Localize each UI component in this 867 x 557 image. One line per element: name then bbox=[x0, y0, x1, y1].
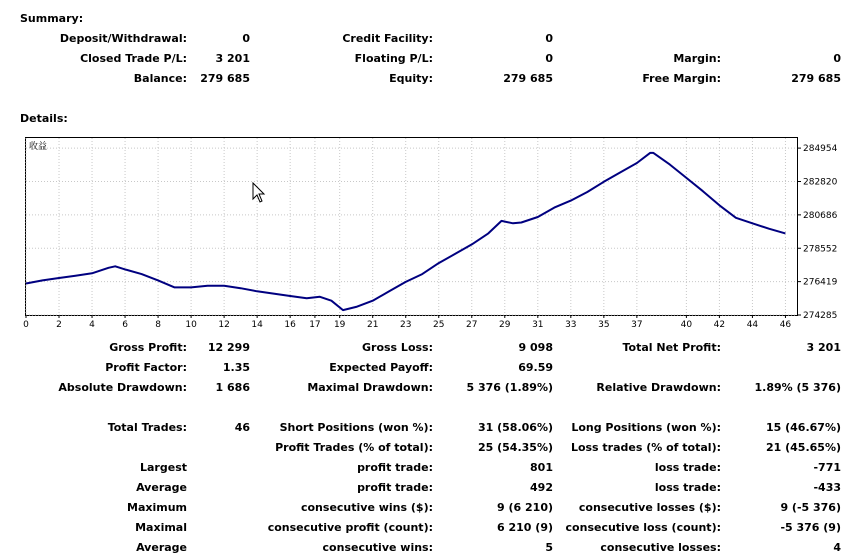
maximal-drawdown-value: 5 376 (1.89%) bbox=[466, 381, 553, 394]
x-tick-label: 42 bbox=[713, 320, 726, 330]
average-profit-value: 492 bbox=[530, 481, 553, 494]
expected-payoff-value: 69.59 bbox=[518, 361, 553, 374]
average-loss-value: -433 bbox=[813, 481, 841, 494]
chart-svg bbox=[23, 138, 866, 338]
gross-profit-label: Gross Profit: bbox=[109, 341, 187, 354]
absolute-drawdown-value: 1 686 bbox=[215, 381, 250, 394]
max-consecutive-losses-label: consecutive losses ($): bbox=[578, 501, 721, 514]
avg-consecutive-wins-value: 5 bbox=[545, 541, 553, 554]
balance-chart bbox=[23, 137, 838, 330]
x-tick-label: 37 bbox=[631, 320, 643, 330]
max-consecutive-wins-value: 9 (6 210) bbox=[497, 501, 553, 514]
x-tick-label: 21 bbox=[366, 320, 379, 330]
largest-loss-label: loss trade: bbox=[654, 461, 721, 474]
x-tick-label: 12 bbox=[218, 320, 230, 330]
closed-pl-label: Closed Trade P/L: bbox=[80, 52, 187, 65]
x-tick-label: 19 bbox=[333, 320, 346, 330]
net-profit-value: 3 201 bbox=[806, 341, 841, 354]
chart-grid bbox=[26, 138, 797, 315]
long-positions-value: 15 (46.67%) bbox=[765, 421, 841, 434]
closed-pl-value: 3 201 bbox=[215, 52, 250, 65]
relative-drawdown-label: Relative Drawdown: bbox=[596, 381, 721, 394]
summary-title: Summary: bbox=[20, 12, 84, 25]
x-tick-label: 2 bbox=[56, 320, 62, 330]
x-tick-label: 40 bbox=[680, 320, 693, 330]
maximal-label: Maximal bbox=[135, 521, 187, 534]
largest-loss-value: -771 bbox=[813, 461, 841, 474]
deposit-value: 0 bbox=[242, 32, 250, 45]
free-margin-value: 279 685 bbox=[791, 72, 841, 85]
x-tick-label: 31 bbox=[532, 320, 544, 330]
equity-label: Equity: bbox=[389, 72, 433, 85]
y-tick-label: 284954 bbox=[803, 144, 838, 155]
equity-value: 279 685 bbox=[503, 72, 553, 85]
maximal-drawdown-label: Maximal Drawdown: bbox=[307, 381, 433, 394]
deposit-label: Deposit/Withdrawal: bbox=[59, 32, 187, 45]
profit-factor-label: Profit Factor: bbox=[105, 361, 187, 374]
y-tick-label: 276419 bbox=[803, 277, 838, 288]
x-tick-label: 0 bbox=[23, 320, 29, 330]
x-tick-label: 35 bbox=[598, 320, 610, 330]
x-tick-label: 10 bbox=[185, 320, 197, 330]
total-trades-label: Total Trades: bbox=[107, 421, 187, 434]
expected-payoff-label: Expected Payoff: bbox=[329, 361, 433, 374]
balance-value: 279 685 bbox=[200, 72, 250, 85]
gross-profit-value: 12 299 bbox=[207, 341, 250, 354]
y-tick-label: 282820 bbox=[803, 177, 838, 188]
average-loss-label: loss trade: bbox=[654, 481, 721, 494]
credit-value: 0 bbox=[545, 32, 553, 45]
mouse-cursor-icon bbox=[252, 182, 266, 204]
net-profit-label: Total Net Profit: bbox=[622, 341, 721, 354]
short-positions-label: Short Positions (won %): bbox=[279, 421, 433, 434]
maximum-label: Maximum bbox=[127, 501, 187, 514]
credit-label: Credit Facility: bbox=[342, 32, 433, 45]
relative-drawdown-value: 1.89% (5 376) bbox=[754, 381, 841, 394]
chart-corner-label: 收益 bbox=[29, 142, 48, 152]
floating-pl-label: Floating P/L: bbox=[354, 52, 433, 65]
y-tick-label: 274285 bbox=[803, 311, 838, 321]
x-tick-label: 14 bbox=[251, 320, 263, 330]
loss-trades-label: Loss trades (% of total): bbox=[570, 441, 721, 454]
floating-pl-value: 0 bbox=[545, 52, 553, 65]
x-tick-label: 23 bbox=[399, 320, 412, 330]
average-label: Average bbox=[136, 481, 187, 494]
loss-trades-value: 21 (45.65%) bbox=[765, 441, 841, 454]
free-margin-label: Free Margin: bbox=[642, 72, 721, 85]
absolute-drawdown-label: Absolute Drawdown: bbox=[58, 381, 187, 394]
x-tick-label: 4 bbox=[89, 320, 95, 330]
gross-loss-label: Gross Loss: bbox=[362, 341, 433, 354]
y-tick-label: 278552 bbox=[803, 244, 838, 255]
max-consecutive-wins-label: consecutive wins ($): bbox=[300, 501, 433, 514]
profit-factor-value: 1.35 bbox=[222, 361, 250, 374]
average-consecutive-label: Average bbox=[136, 541, 187, 554]
margin-value: 0 bbox=[833, 52, 841, 65]
maximal-consecutive-loss-label: consecutive loss (count): bbox=[565, 521, 721, 534]
balance-label: Balance: bbox=[133, 72, 187, 85]
max-consecutive-losses-value: 9 (-5 376) bbox=[780, 501, 841, 514]
profit-trades-label: Profit Trades (% of total): bbox=[275, 441, 433, 454]
details-title: Details: bbox=[20, 112, 68, 125]
largest-profit-value: 801 bbox=[530, 461, 553, 474]
x-tick-label: 29 bbox=[499, 320, 511, 330]
x-tick-label: 33 bbox=[565, 320, 577, 330]
total-trades-value: 46 bbox=[234, 421, 250, 434]
avg-consecutive-losses-label: consecutive losses: bbox=[600, 541, 721, 554]
y-tick-label: 280686 bbox=[803, 210, 838, 221]
x-tick-label: 8 bbox=[155, 320, 161, 330]
x-tick-label: 16 bbox=[284, 320, 296, 330]
avg-consecutive-losses-value: 4 bbox=[833, 541, 841, 554]
short-positions-value: 31 (58.06%) bbox=[477, 421, 553, 434]
x-tick-label: 46 bbox=[779, 320, 792, 330]
y-tick-labels bbox=[797, 144, 838, 321]
maximal-consecutive-profit-label: consecutive profit (count): bbox=[267, 521, 433, 534]
x-tick-label: 6 bbox=[122, 320, 128, 330]
x-tick-label: 27 bbox=[466, 320, 478, 330]
largest-label: Largest bbox=[140, 461, 187, 474]
largest-profit-label: profit trade: bbox=[357, 461, 433, 474]
gross-loss-value: 9 098 bbox=[518, 341, 553, 354]
avg-consecutive-wins-label: consecutive wins: bbox=[322, 541, 433, 554]
long-positions-label: Long Positions (won %): bbox=[571, 421, 721, 434]
x-tick-label: 17 bbox=[309, 320, 321, 330]
margin-label: Margin: bbox=[673, 52, 721, 65]
x-tick-label: 44 bbox=[746, 320, 759, 330]
profit-trades-value: 25 (54.35%) bbox=[477, 441, 553, 454]
x-tick-label: 25 bbox=[433, 320, 445, 330]
x-tick-labels bbox=[23, 315, 791, 330]
maximal-consecutive-profit-value: 6 210 (9) bbox=[497, 521, 553, 534]
maximal-consecutive-loss-value: -5 376 (9) bbox=[780, 521, 841, 534]
average-profit-label: profit trade: bbox=[357, 481, 433, 494]
